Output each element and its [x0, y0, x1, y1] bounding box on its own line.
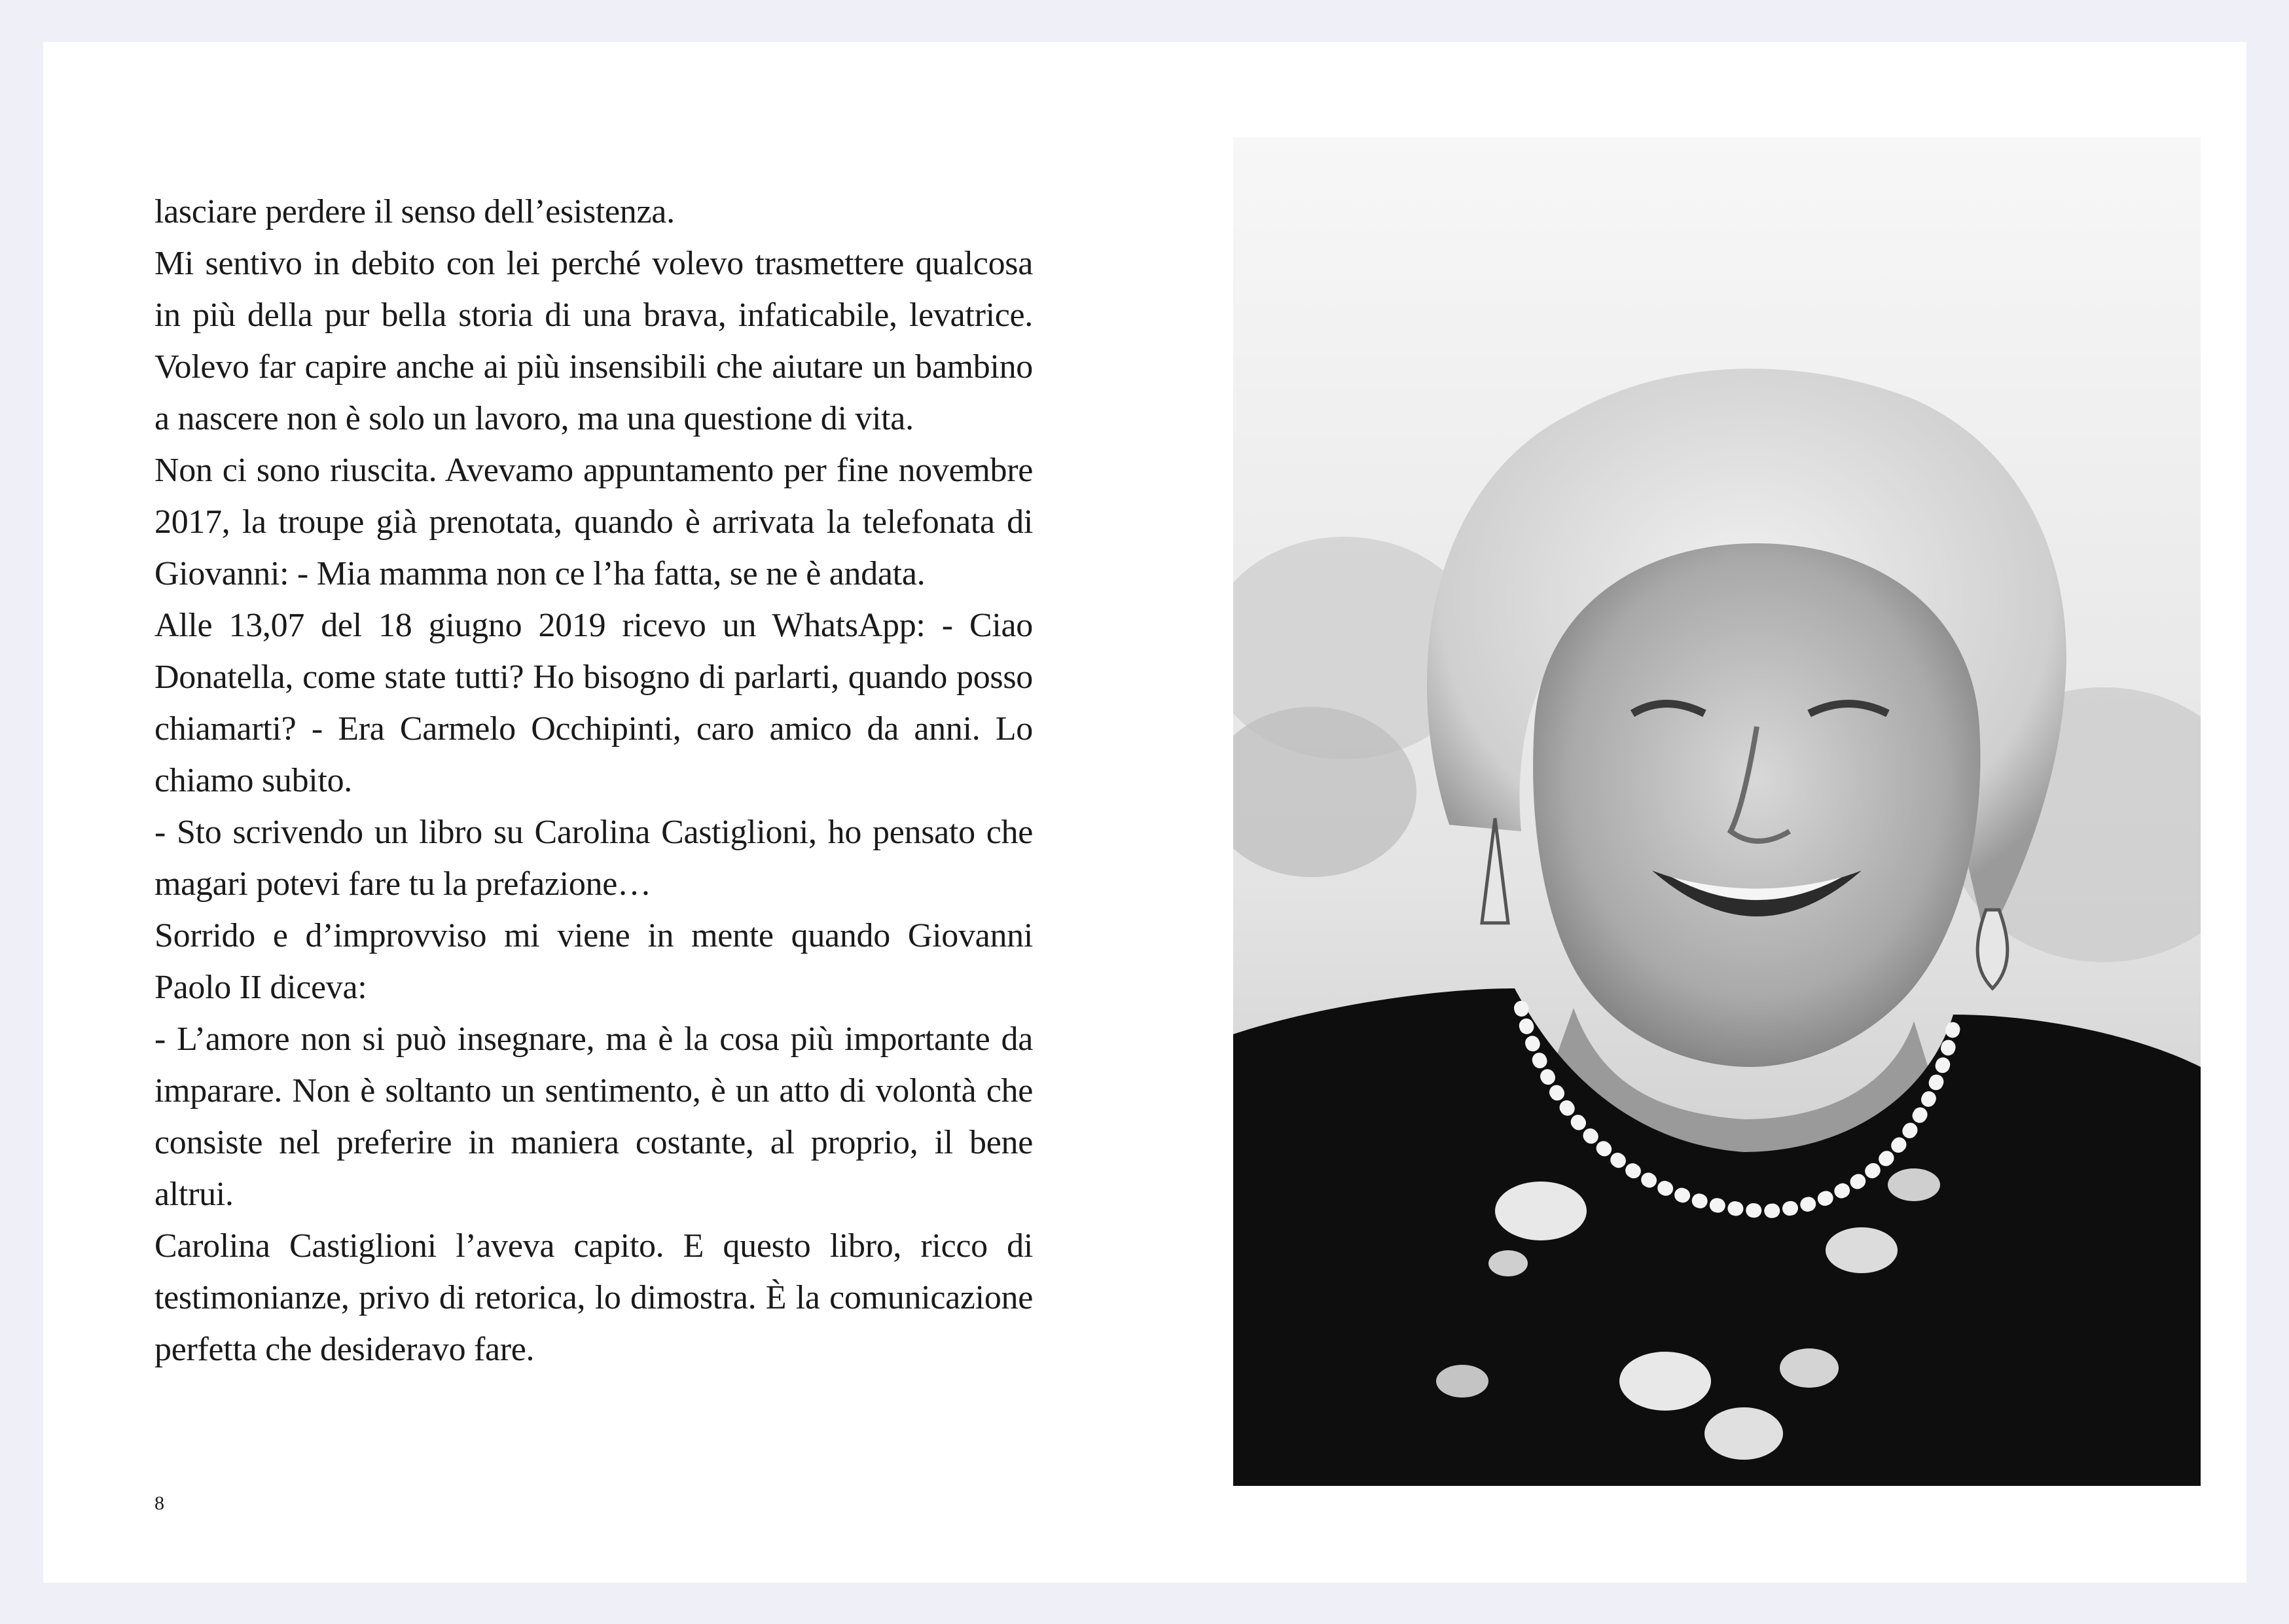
paragraph-5: - Sto scrivendo un libro su Carolina Castiglioni, ho pensato che magari potevi fare tu la prefazione…: [154, 814, 1033, 903]
body-text: [154, 186, 1033, 1375]
page-number: 8: [154, 1492, 164, 1514]
paragraph-8: Carolina Castiglioni l’aveva capito. E questo libro, ricco di testimonianze, privo di retorica, lo dimostra. È la comunicazione perfetta che desideravo fare.: [154, 1227, 1033, 1368]
portrait-photo: [1233, 137, 2201, 1486]
paragraph-6: Sorrido e d’improvviso mi viene in mente quando Giovanni Paolo II diceva:: [154, 917, 1033, 1006]
portrait-image: [1233, 137, 2201, 1486]
paragraph-4: Alle 13,07 del 18 giugno 2019 ricevo un WhatsApp: - Ciao Donatella, come state tutti? Ho bisogno di parlarti, quando posso chiamarti? - Era Carmelo Occhipinti, caro amico da anni. Lo chiamo subito.: [154, 607, 1033, 799]
paragraph-7: - L’amore non si può insegnare, ma è la cosa più importante da imparare. Non è soltanto un sentimento, è un atto di volontà che consiste nel preferire in maniera costante, al proprio, il bene altrui.: [154, 1020, 1033, 1213]
paragraph-1: lasciare perdere il senso dell’esistenza.: [154, 193, 675, 230]
paragraph-2: Mi sentivo in debito con lei perché volevo trasmettere qualcosa in più della pur bella storia di una brava, infaticabile, levatrice. Volevo far capire anche ai più insensibili che aiutare un bambino a nascere non è solo un lavoro, ma una questione di vita.: [154, 245, 1033, 437]
paragraph-3: Non ci sono riuscita. Avevamo appuntamento per fine novembre 2017, la troupe già prenotata, quando è arrivata la telefonata di Giovanni: - Mia mamma non ce l’ha fatta, se ne è andata.: [154, 452, 1033, 592]
book-spread: [43, 42, 2246, 1583]
